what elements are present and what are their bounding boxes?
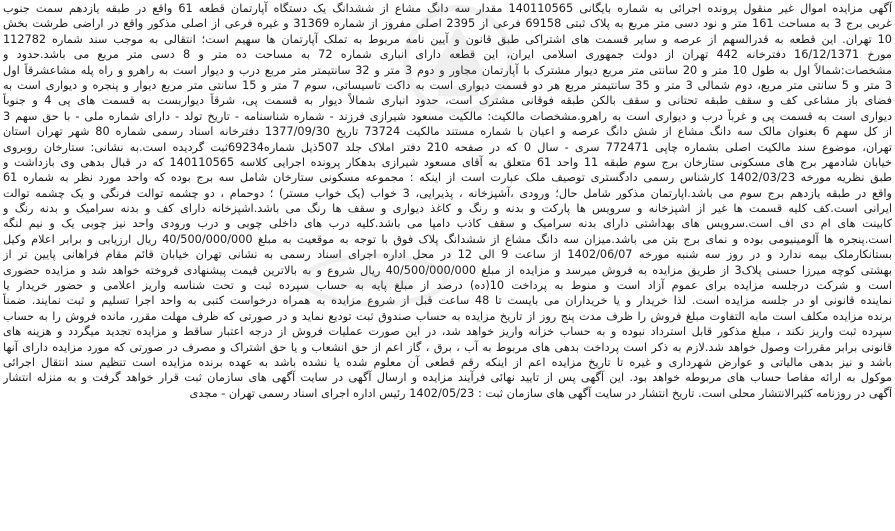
notice-line: بستانکارملک بیمه ندارد و در روز سه شنبه مورخه 1402/06/07 از ساعت 9 الی 12 در محل اداره اجرای اسناد رسمی به نشانی تهران خیابان قائم مقام فراهانی پایین تر از: [3, 248, 892, 262]
notice-line: نماینده قانونی او در جلسه مزایده است. لذا خریدار و یا خریداران می بایست تا 48 ساعت قبل از شروع مزایده به همراه درخواست کتبی به واحد اجرا تسلیم و ثبت نمایند. ضمناً: [3, 294, 892, 308]
notice-line: از کل سهم 6 بعنوان مالک سه دانگ مشاع از شش دانگ عرصه و اعیان با شماره مستند مالکیت 73724 تاریخ 1377/09/30 دفترخانه اسناد رسمی شماره 80 شهر تهران استان: [3, 125, 892, 139]
notice-line: آگهی مزایده اموال غیر منقول پرونده اجرائی به شماره بایگانی 140110565 مقدار سه دانگ مشاع از ششدانگ یک دستگاه آپارتمان قطعه 61 واقع در طبقه یازدهم سمت جنوب: [3, 2, 892, 15]
notice-line: تهران، موضوع سند مالکیت اصلی بشماره چاپی 772471 سری - سال 0 که در صفحه 210 دفتر املاک جلد 507ذیل شماره69234ثبت گردیده است.به نشانی: ستارخان روبروی: [3, 140, 892, 154]
notice-line: سپرده ثبت واریز نکند ، مبلغ مذکور قابل استرداد نبوده و به حساب خزانه واریز خواهد شد، در این صورت عملیات فروش از درجه اعتبار ساقط و مزایده تجدید میگردد و هزینه های: [3, 325, 892, 339]
notice-line: واقع در طبقه یازدهم برج سوم می باشد.اپارتمان مذکور شامل حال؛ ورودی ،آشپزخانه ، پذیرایی، 3 خواب (یک خواب مستر) ؛ دوحمام ، دو چشمه توالت فرنگی و یک چشمه توالت: [3, 186, 892, 200]
notice-line: 10 تهران. این قطعه به قدرالسهم از عرصه و سایر قسمت های اشتراکی طبق قانون و آیین نامه مربوط به تملک آپارتمان ها سهیم است؛ انتقالی به موجب سند شماره 112782: [3, 32, 892, 46]
notice-line: مورخ 16/12/1371 دفترخانه 442 تهران از دولت جمهوری اسلامی ایران، این قطعه دارای انباری شماره 72 به مساحت ده متر و 8 دسی متر مربع می باشد.حدود و: [3, 48, 892, 62]
notice-line: فضای باز مشاعی کف و سقف طبقه تحتانی و سقف بالکن طبقه فوقانی مشترک است، حدود انباری شمالاً دیوار به قسمت پی، شرقاً دیواربست به قسمت های پی 4 و جنوباً: [3, 94, 892, 108]
notice-line: خیابان شادمهر برج های مسکونی ستارخان برج سوم طبقه 11 واحد 61 متعلق به آقای مسعود شیرازی بدهکار پرونده اجرایی کلاسه 140110565 که در قبال بدهی وی بازداشت و: [3, 155, 892, 169]
notice-line: برنده مزایده مکلف است مابه التفاوت مبلغ فروش را ظرف مدت پنج روز از تاریخ مزایده به حساب صندوق ثبت تودیع نماید و در صورتی که ظرف مهلت مقرر، مانده فروش را به حساب: [3, 309, 892, 323]
notice-line: بهشتی کوچه میرزا حسنی پلاک3 از طریق مزایده به فروش میرسد و مزایده از مبلغ 40/500/000/000 ریال شروع و به بالاترین قیمت پیشنهادی فروخته خواهد شد و مزایده حضوری: [3, 263, 892, 277]
notice-line: کابینت های ام دی اف است.سرویس های بهداشتی دارای بدنه سرامیک و سقف کاذب دامپا می باشد.کلیه درب های داخلی چوبی و درب ورودی واحد نیز چوبی یک و نیم لنگه: [3, 217, 892, 231]
notice-line: دیواری است به قسمت پی و غرباً درب و دیواری است به راهرو.مشخصات مالکیت: مالکیت مسعود شیرازی فرزند - شماره شناسنامه - تاریخ تولد - دارای شماره ملی - با حق سهم 3: [3, 109, 892, 123]
notice-line: مشخصات:شمالاً اول به طول 10 متر و 20 سانتی متر مربع دیوار مشترک با آپارتمان مجاور و دوم 3 متر و 32 سانتیمتر متر مربع درب و دیوار است به راهرو و راه پله مشاعشرقاً اول: [3, 63, 892, 77]
notice-line: غربی برج 3 به مساحت 161 متر و نود دسی متر مربع به پلاک ثبتی 69158 فرعی از 2395 اصلی مفروز از شماره 31369 و غیره فرعی از اصلی مذکور واقع در اراضی طرشت بخش: [3, 17, 892, 31]
notice-line: 3 متر و 5 سانتی متر مربع، دوم شمالی 3 متر و 35 سانتیمتر مربع هر دو قسمت دیواری است به داکت تاسیساتی، سوم 7 متر و 15 سانتی متر مربع دیوار و پنجره و دیواری است به: [3, 78, 892, 92]
notice-line: باشد و نیز بدهی مالیاتی و عوارض شهرداری و غیره تا تاریخ مزایده اعم از اینکه رقم قطعی آن معلوم شده یا نشده باشد به عهده برنده مزایده است تنظیم سند انتقال اجرائی: [3, 355, 892, 369]
notice-line: است و شرکت درجلسه مزایده برای عموم آزاد است و منوط به پرداخت 10(ده) درصد از مبلغ پایه به حساب سپرده ثبت و تحت شناسه واریز اعلامی و حضور خریدار یا: [3, 279, 892, 293]
notice-line: است.پنجره ها آلومینیومی بوده و نمای برج بتن می باشد.میزان سه دانگ مشاع از ششدانگ پلاک فوق با توجه به موقعیت به مبلغ 40/500/000/000 ریال ارزیابی و برابر اعلام وکیل: [3, 232, 892, 246]
notice-line: ایرانی است.کف کلیه قسمت ها غیر از اشپزخانه و سرویس ها پارکت و بدنه و رنگ و کاغذ دیواری و سقف ها رنگ می باشد.اشپزخانه دارای کف و بدنه سرامیک و بدنه رنگ و: [3, 202, 892, 216]
auction-notice-text: [3, 1, 892, 529]
notice-line: قانونی برابر مقررات وصول خواهد شد.لازم به ذکر است پرداخت بدهی های مربوط به آب ، برق ، گاز اعم از حق انشعاب و یا حق اشتراک و مصرف در صورتی که مورد مزایده دارای آنها: [3, 340, 892, 354]
notice-line: موکول به ارائه مفاصا حساب های مربوطه خواهد بود. این آگهی پس از تایید نهائی فرآیند مزایده و ارسال آگهی در سایت آگهی های سازمان ثبت قرار خواهد گرفت و به منزله انتشار: [3, 371, 892, 385]
notice-line: طبق نظریه مورخه 1402/03/23 کارشناس رسمی دادگستری توصیف ملک عبارت است از اینکه : مجموعه مسکونی ستارخان شامل سه برج بوده که واحد مورد نظر به شماره 61: [3, 171, 892, 185]
notice-line: آگهی در روزنامه کثیرالانتشار محلی است. تاریخ انتشار در سایت آگهی های سازمان ثبت : 1402/05/23 رئیس اداره اجرای اسناد رسمی تهران - مجدی: [189, 386, 892, 400]
